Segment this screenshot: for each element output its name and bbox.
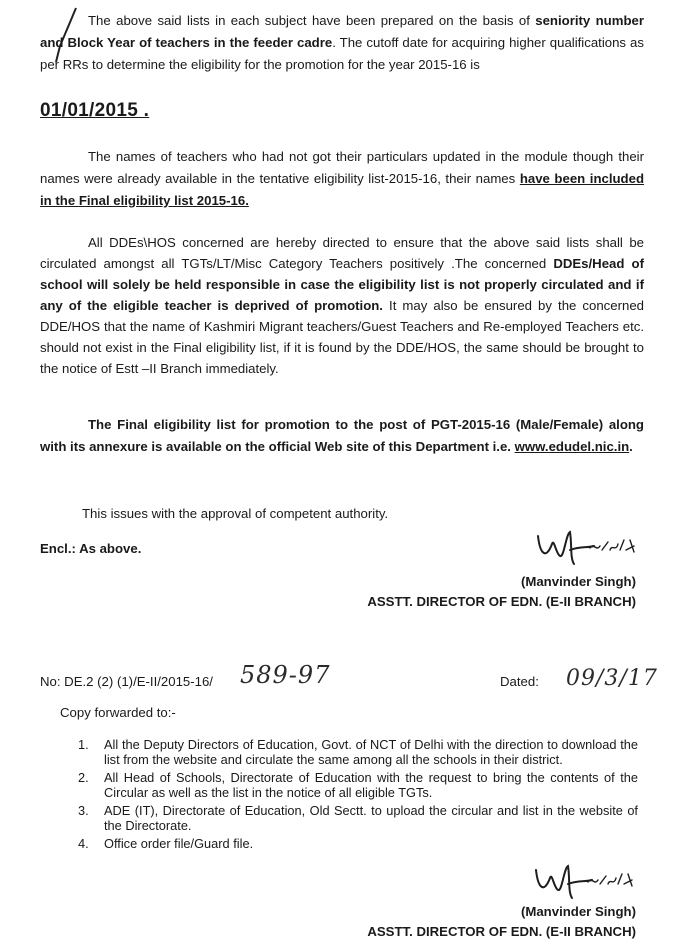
para2-lead: The names of teachers who had not got their particulars updated in the module though their names were already available in the tentative eligibility list-2015-16, their names — [40, 149, 644, 186]
website-link[interactable]: www.edudel.nic.in — [514, 439, 630, 454]
signatory-title: ASSTT. DIRECTOR OF EDN. (E-II BRANCH) — [367, 594, 636, 609]
dated-label: Dated: — [500, 674, 539, 689]
para1-lead: The above said lists in each subject have been prepared on the basis of — [88, 13, 536, 28]
handwritten-date: 09/3/17 — [566, 666, 658, 691]
para4-bold: The Final eligibility list for promotion to the post of PGT-2015-16 (Male/Female) along with its annexure is available on the official Web site of this Department i.e. — [40, 417, 644, 454]
enclosure-line: Encl.: As above. — [40, 541, 142, 556]
paragraph-eligibility-basis — [40, 10, 644, 76]
list-item-number: 3. — [78, 803, 89, 818]
list-item — [78, 737, 638, 767]
list-item-text: ADE (IT), Directorate of Education, Old Sectt. to upload the circular and list in the website of the Directorate. — [104, 803, 638, 833]
para3-bold: DDEs/Head of school will solely be held responsible in case the eligibility list is not properly circulated and if any of the eligible teacher is deprived of promotion. — [40, 256, 644, 313]
para4-end: . — [629, 439, 633, 454]
approval-line: This issues with the approval of competent authority. — [82, 506, 389, 521]
para3-lead: All DDEs\HOS concerned are hereby directed to ensure that the above said lists shall be circulated amongst all TGTs/LT/Misc Category Teachers positively .The concerned — [40, 235, 644, 271]
para3-rest: It may also be ensured by the concerned DDE/HOS that the name of Kashmiri Migrant teachers/Guest Teachers and Re-employed Teachers etc. should not exist in the Final eligibility list, if it is found by the DDE/HOS, the same should be brought to the notice of Estt –II Branch immediately. — [40, 298, 644, 376]
para2-bold-underline: have been included in the Final eligibility list 2015-16. — [40, 171, 645, 208]
cutoff-date: 01/01/2015 . — [40, 100, 150, 121]
paragraph-final-list — [40, 414, 644, 458]
reference-number: No: DE.2 (2) (1)/E-II/2015-16/ — [40, 674, 213, 689]
para1-bold: seniority number and Block Year of teachers in the feeder cadre — [40, 13, 644, 50]
signatory-title: ASSTT. DIRECTOR OF EDN. (E-II BRANCH) — [367, 924, 636, 939]
handwritten-signature-icon — [528, 858, 640, 902]
recipient-list — [78, 737, 638, 854]
list-item-text: All the Deputy Directors of Education, Govt. of NCT of Delhi with the direction to download the list from the website and circulate the same among all the schools in their district. — [104, 737, 638, 767]
handwritten-signature-icon — [530, 524, 640, 568]
list-item-text: All Head of Schools, Directorate of Education with the request to bring the contents of the Circular as well as the list in the notice of all eligible TGTs. — [104, 770, 638, 800]
signatory-name: (Manvinder Singh) — [520, 574, 636, 589]
handwritten-reference-number: 589-97 — [240, 661, 331, 689]
list-item-text: Office order file/Guard file. — [104, 836, 254, 851]
signature-block-2 — [367, 902, 636, 942]
list-item — [78, 836, 638, 851]
para1-rest: . The cutoff date for acquiring higher qualifications as per RRs to determine the eligibility for the promotion for the year 2015-16 is — [40, 35, 644, 72]
paragraph-directions — [40, 232, 644, 379]
signatory-name: (Manvinder Singh) — [520, 904, 636, 919]
copy-forwarded-heading: Copy forwarded to:- — [60, 705, 176, 720]
paragraph-updated-names — [40, 146, 644, 212]
signature-block-1 — [367, 572, 636, 612]
list-item — [78, 770, 638, 800]
list-item — [78, 803, 638, 833]
list-item-number: 4. — [78, 836, 89, 851]
list-item-number: 1. — [78, 737, 89, 752]
list-item-number: 2. — [78, 770, 89, 785]
